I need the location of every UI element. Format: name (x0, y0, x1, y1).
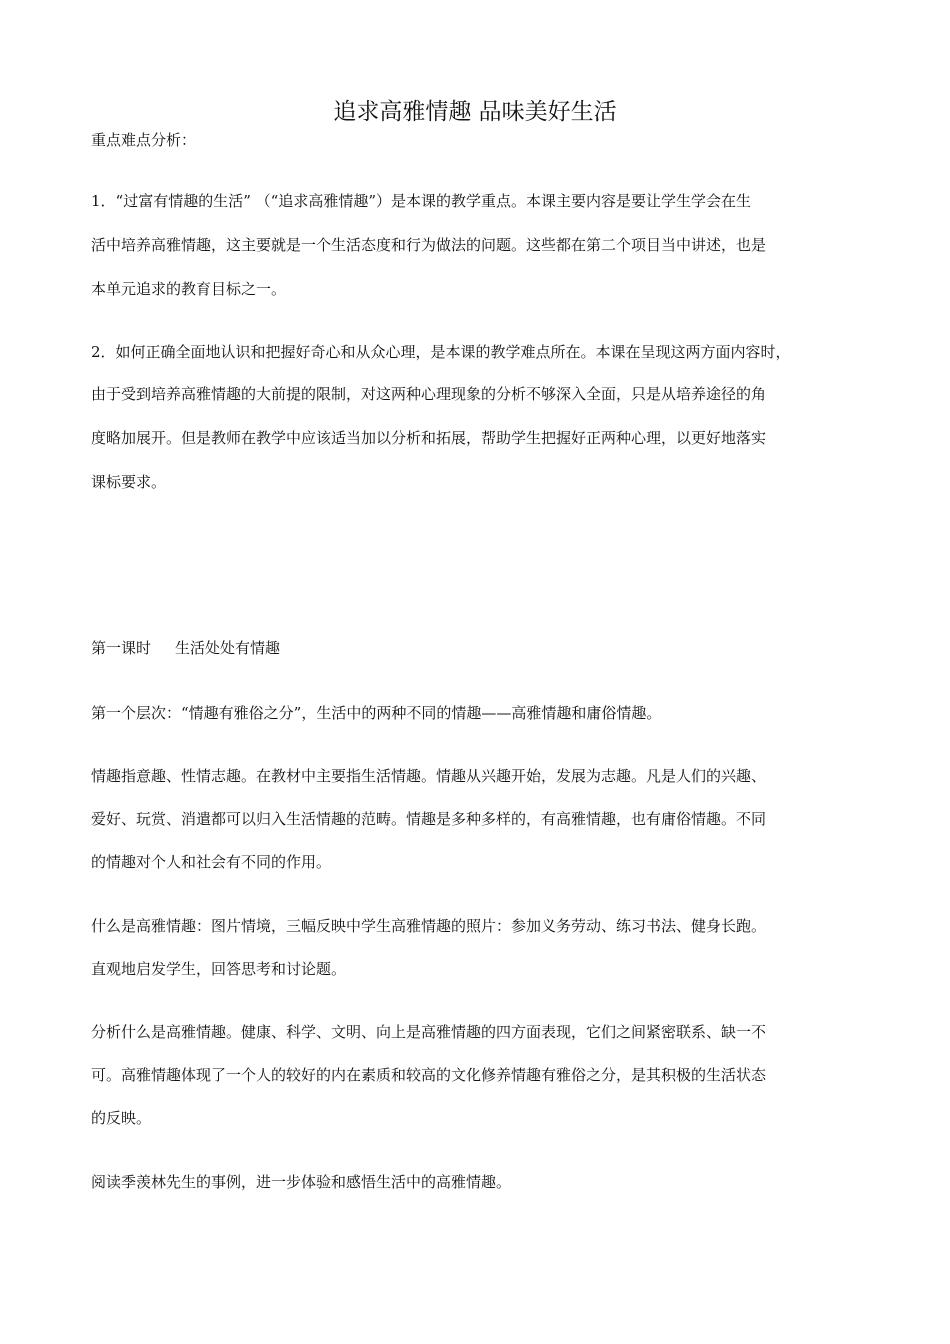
lesson-heading (91, 636, 861, 660)
lesson-title: 生活处处有情趣 (175, 639, 281, 657)
paragraph-line: 分析什么是高雅情趣。健康、科学、文明、向上是高雅情趣的四方面表现，它们之间紧密联系、缺一不 (91, 1023, 767, 1041)
paragraph-line: 第一个层次：“情趣有雅俗之分”，生活中的两种不同的情趣——高雅情趣和庸俗情趣。 (91, 704, 662, 722)
paragraph-line: 的情趣对个人和社会有不同的作用。 (91, 853, 332, 871)
paragraph-line: 由于受到培养高雅情趣的大前提的限制，对这两种心理现象的分析不够深入全面，只是从培养途径的角 (91, 385, 767, 403)
paragraph-line: 课标要求。 (91, 473, 167, 491)
document-title: 追求高雅情趣 品味美好生活 (333, 99, 617, 125)
paragraph-line: 活中培养高雅情趣，这主要就是一个生活态度和行为做法的问题。这些都在第二个项目当中讲述，也是 (91, 236, 767, 254)
paragraph-line: 本单元追求的教育目标之一。 (91, 280, 287, 298)
paragraph-line: 直观地启发学生，回答思考和讨论题。 (91, 960, 347, 978)
paragraph-line: 的反映。 (91, 1109, 152, 1127)
paragraph-line: 情趣指意趣、性情志趣。在教材中主要指生活情趣。情趣从兴趣开始，发展为志趣。凡是人们的兴趣、 (91, 767, 767, 785)
paragraph-line: 爱好、玩赏、消遣都可以归入生活情趣的范畴。情趣是多种多样的，有高雅情趣，也有庸俗情趣。不同 (91, 810, 767, 828)
paragraph-line: 可。高雅情趣体现了一个人的较好的内在素质和较高的文化修养情趣有雅俗之分，是其积极的生活状态 (91, 1066, 767, 1084)
paragraph-line: 什么是高雅情趣：图片情境，三幅反映中学生高雅情趣的照片：参加义务劳动、练习书法、健身长跑。 (91, 917, 767, 935)
paragraph-line: 2．如何正确全面地认识和把握好奇心和从众心理，是本课的教学难点所在。本课在呈现这两方面内容时， (91, 343, 791, 361)
paragraph-line: 度略加展开。但是教师在教学中应该适当加以分析和拓展，帮助学生把握好正两种心理，以更好地落实 (91, 429, 767, 447)
lesson-label: 第一课时 (91, 639, 152, 657)
paragraph-line: 阅读季羡林先生的事例，进一步体验和感悟生活中的高雅情趣。 (91, 1173, 512, 1191)
section-heading: 重点难点分析： (91, 131, 197, 149)
paragraph-line: 1．“过富有情趣的生活” （“追求高雅情趣”）是本课的教学重点。本课主要内容是要让学生学会在生 (91, 192, 751, 210)
